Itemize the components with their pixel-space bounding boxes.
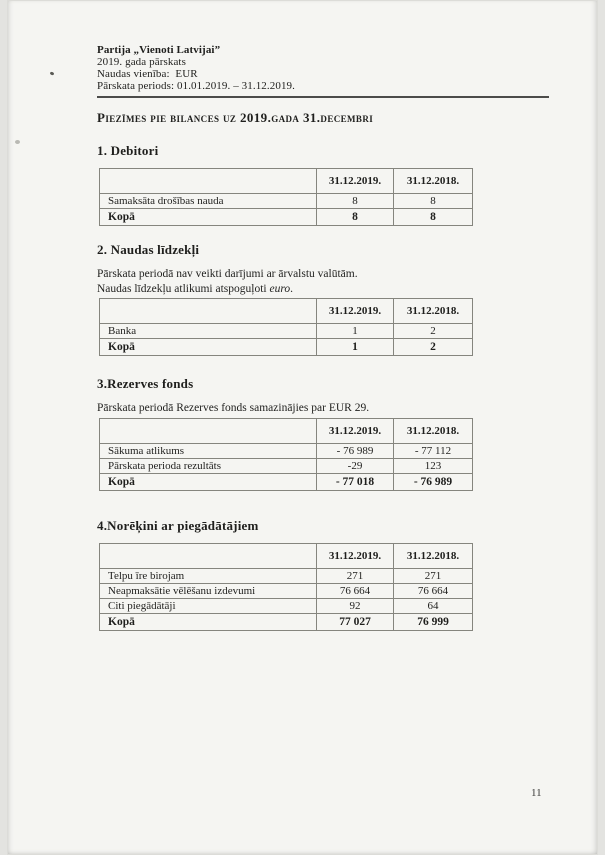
row-value: 64	[394, 598, 473, 613]
row-value: 77 027	[317, 613, 394, 630]
row-label: Kopā	[100, 339, 317, 356]
naudas-note-1: Pārskata periodā nav veikti darījumi ar ārvalstu valūtām.	[97, 268, 358, 280]
column-header: 31.12.2019.	[317, 299, 394, 324]
row-value: 1	[317, 324, 394, 339]
header-rule	[97, 96, 549, 98]
table-header-row	[100, 169, 473, 194]
row-value: -29	[317, 458, 394, 473]
table-header-row	[100, 418, 473, 443]
row-value: 123	[394, 458, 473, 473]
naudas-note-2-suffix: .	[290, 282, 294, 295]
row-value: 8	[317, 194, 394, 209]
column-header: 31.12.2018.	[394, 543, 473, 568]
row-value: 8	[394, 194, 473, 209]
naudas-note-2	[97, 282, 549, 297]
column-header: 31.12.2018.	[394, 299, 473, 324]
row-value: 271	[394, 568, 473, 583]
row-label: Sākuma atlikums	[100, 443, 317, 458]
section-rezerves-fonds	[97, 376, 549, 491]
euro-italic-word: euro	[269, 282, 291, 295]
table-row	[100, 583, 473, 598]
empty-header-cell	[100, 543, 317, 568]
page-content	[97, 44, 549, 631]
total-row	[100, 209, 473, 226]
table-row	[100, 194, 473, 209]
naudas-table	[99, 298, 473, 356]
column-header: 31.12.2019.	[317, 169, 394, 194]
report-header	[97, 44, 549, 98]
rezerves-table	[99, 418, 473, 491]
table-row	[100, 598, 473, 613]
section-heading-noreekini: 4.Norēķini ar piegādātājiem	[97, 517, 259, 533]
table-row	[100, 458, 473, 473]
row-label: Kopā	[100, 613, 317, 630]
empty-header-cell	[100, 299, 317, 324]
row-value: 271	[317, 568, 394, 583]
document-title: Piezīmes pie bilances uz 2019.gada 31.decembri	[97, 110, 374, 125]
row-value: - 77 112	[394, 443, 473, 458]
column-header: 31.12.2019.	[317, 418, 394, 443]
row-label: Telpu īre birojam	[100, 568, 317, 583]
org-name: Partija „Vienoti Latvijai”	[97, 44, 221, 56]
rezerves-note: Pārskata periodā Rezerves fonds samazinājies par EUR 29.	[97, 402, 370, 414]
row-value: 76 664	[317, 583, 394, 598]
row-value: 2	[394, 324, 473, 339]
scan-speck	[15, 140, 20, 144]
column-header: 31.12.2018.	[394, 169, 473, 194]
row-label: Samaksāta drošības nauda	[100, 194, 317, 209]
row-value: 8	[394, 209, 473, 226]
table-row	[100, 443, 473, 458]
section-heading-naudas: 2. Naudas līdzekļi	[97, 242, 200, 257]
naudas-note-2-prefix: Naudas līdzekļu atlikumi atspoguļoti	[97, 282, 270, 295]
table-row	[100, 324, 473, 339]
total-row	[100, 613, 473, 630]
period-line: Pārskata periods: 01.01.2019. – 31.12.2019.	[97, 80, 296, 92]
row-label: Banka	[100, 324, 317, 339]
row-value: 2	[394, 339, 473, 356]
total-row	[100, 473, 473, 490]
scanned-report-page	[7, 0, 598, 855]
section-heading-rezerves: 3.Rezerves fonds	[97, 376, 194, 391]
section-heading-debitori: 1. Debitori	[97, 143, 159, 158]
column-header: 31.12.2018.	[394, 418, 473, 443]
empty-header-cell	[100, 169, 317, 194]
row-value: - 76 989	[394, 473, 473, 490]
section-naudas-lidzekli	[97, 242, 549, 356]
row-value: 92	[317, 598, 394, 613]
report-year-line: 2019. gada pārskats	[97, 56, 186, 68]
row-label: Neapmaksātie vēlēšanu izdevumi	[100, 583, 317, 598]
table-header-row	[100, 543, 473, 568]
row-value: 76 999	[394, 613, 473, 630]
scan-speck	[50, 71, 55, 75]
table-header-row	[100, 299, 473, 324]
row-value: - 77 018	[317, 473, 394, 490]
row-value: 8	[317, 209, 394, 226]
debitori-table	[99, 168, 473, 226]
column-header: 31.12.2019.	[317, 543, 394, 568]
row-value: 1	[317, 339, 394, 356]
row-value: 76 664	[394, 583, 473, 598]
page-number: 11	[531, 787, 542, 799]
row-label: Citi piegādātāji	[100, 598, 317, 613]
total-row	[100, 339, 473, 356]
section-debitori	[97, 143, 549, 226]
row-label: Kopā	[100, 473, 317, 490]
empty-header-cell	[100, 418, 317, 443]
table-row	[100, 568, 473, 583]
currency-line: Naudas vienība: EUR	[97, 68, 198, 80]
section-noreekini	[97, 518, 549, 631]
noreekini-table	[99, 543, 473, 631]
row-label: Kopā	[100, 209, 317, 226]
row-value: - 76 989	[317, 443, 394, 458]
row-label: Pārskata perioda rezultāts	[100, 458, 317, 473]
